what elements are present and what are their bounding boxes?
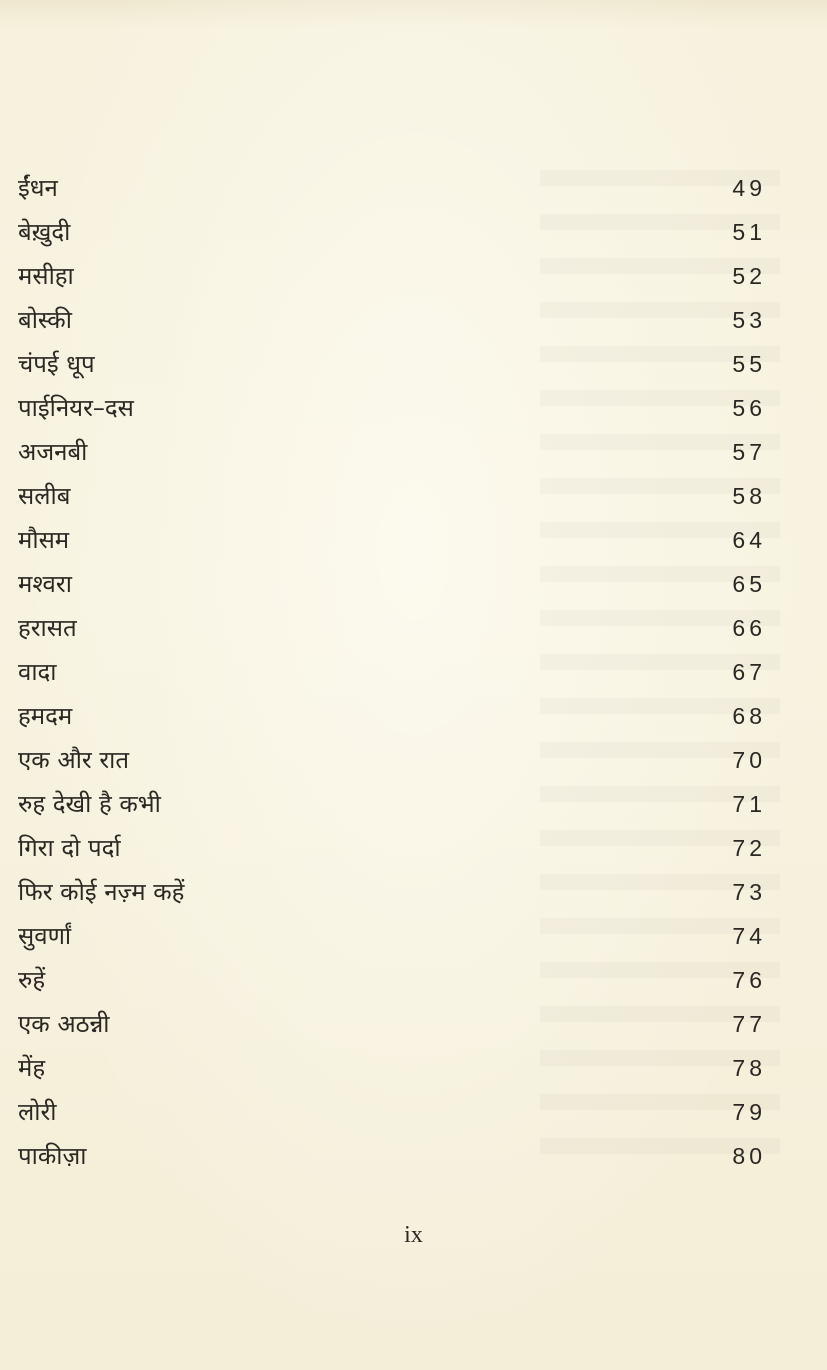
toc-entry-page: 55 [732, 350, 766, 377]
toc-entry [18, 166, 766, 210]
toc-entry-title: पाकीज़ा [18, 1142, 87, 1170]
toc-entry-title: मेंह [18, 1054, 46, 1082]
toc-entry-page: 66 [732, 614, 766, 641]
table-of-contents [18, 166, 766, 1178]
toc-entry-page: 80 [732, 1142, 766, 1169]
toc-entry-title: लोरी [18, 1098, 57, 1126]
toc-entry [18, 606, 766, 650]
toc-entry-page: 52 [732, 262, 766, 289]
toc-entry-title: मश्वरा [18, 570, 72, 598]
toc-entry [18, 1002, 766, 1046]
toc-entry [18, 914, 766, 958]
page-number: ix [404, 1222, 423, 1248]
toc-entry [18, 694, 766, 738]
toc-entry-page: 57 [732, 438, 766, 465]
toc-entry-page: 74 [732, 922, 766, 949]
toc-entry-page: 56 [732, 394, 766, 421]
toc-entry-title: चंपई धूप [18, 350, 95, 378]
toc-entry [18, 386, 766, 430]
toc-entry-page: 77 [732, 1010, 766, 1037]
toc-entry-page: 65 [732, 570, 766, 597]
toc-entry-title: हरासत [18, 614, 77, 642]
toc-entry-title: बेख़ुदी [18, 218, 71, 246]
toc-entry [18, 870, 766, 914]
toc-entry-title: बोस्की [18, 306, 72, 334]
toc-entry-title: एक और रात [18, 746, 130, 774]
toc-entry-title: ईंधन [18, 174, 58, 202]
toc-entry-page: 68 [732, 702, 766, 729]
toc-entry-page: 49 [732, 174, 766, 201]
toc-entry [18, 298, 766, 342]
toc-entry-title: वादा [18, 658, 57, 686]
toc-entry [18, 782, 766, 826]
toc-entry-page: 67 [732, 658, 766, 685]
toc-entry-page: 70 [732, 746, 766, 773]
toc-entry-title: फिर कोई नज़्म कहें [18, 878, 185, 906]
toc-entry-page: 79 [732, 1098, 766, 1125]
toc-entry [18, 958, 766, 1002]
toc-entry [18, 1090, 766, 1134]
toc-entry-title: रुह देखी है कभी [18, 790, 161, 818]
toc-entry-page: 73 [732, 878, 766, 905]
toc-entry [18, 826, 766, 870]
toc-entry [18, 1046, 766, 1090]
toc-entry [18, 562, 766, 606]
toc-entry-title: एक अठन्नी [18, 1010, 110, 1038]
toc-entry-title: मौसम [18, 526, 70, 554]
toc-entry-title: अजनबी [18, 438, 88, 466]
toc-entry-page: 58 [732, 482, 766, 509]
toc-entry-page: 72 [732, 834, 766, 861]
toc-entry [18, 254, 766, 298]
toc-entry-page: 51 [732, 218, 766, 245]
toc-entry [18, 650, 766, 694]
toc-entry [18, 342, 766, 386]
toc-entry [18, 474, 766, 518]
toc-entry [18, 210, 766, 254]
toc-entry [18, 738, 766, 782]
toc-entry-title: गिरा दो पर्दा [18, 834, 121, 862]
toc-entry-page: 53 [732, 306, 766, 333]
toc-entry-title: रुहें [18, 966, 46, 994]
toc-entry-page: 76 [732, 966, 766, 993]
toc-entry-title: हमदम [18, 702, 73, 730]
toc-entry-title: मसीहा [18, 262, 74, 290]
toc-entry-title: सुवर्णां [18, 922, 72, 950]
toc-entry-page: 64 [732, 526, 766, 553]
toc-entry [18, 1134, 766, 1178]
toc-entry-page: 78 [732, 1054, 766, 1081]
toc-entry [18, 518, 766, 562]
toc-entry-title: पाईनियर–दस [18, 394, 134, 422]
toc-entry-page: 71 [732, 790, 766, 817]
toc-entry-title: सलीब [18, 482, 71, 510]
toc-entry [18, 430, 766, 474]
